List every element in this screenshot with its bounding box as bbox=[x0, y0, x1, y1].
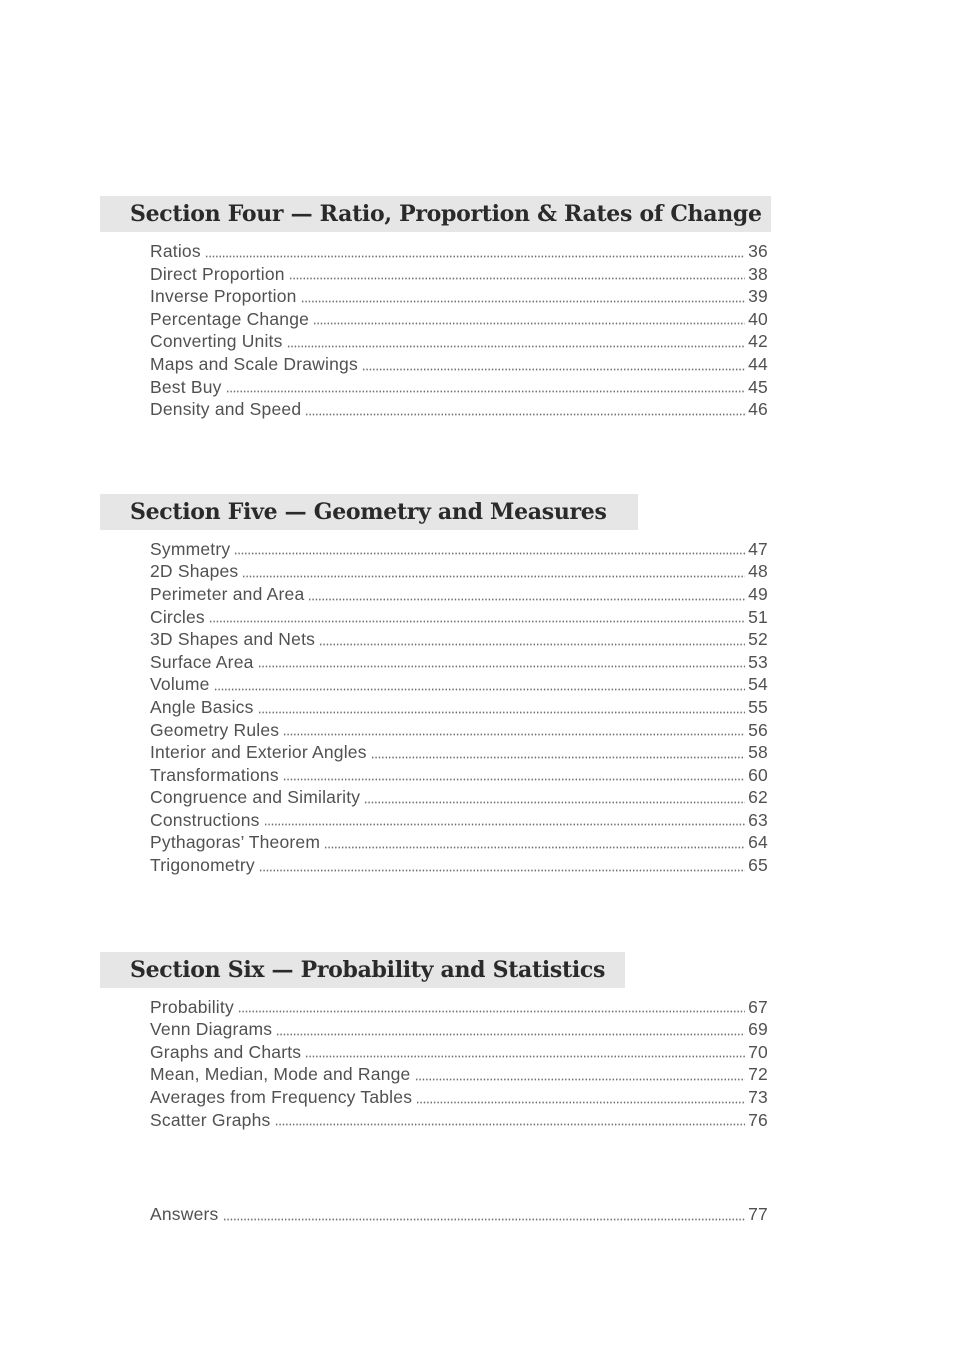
section-header-bar bbox=[100, 196, 771, 232]
toc-entry-row bbox=[150, 263, 768, 286]
section-rows bbox=[150, 240, 768, 421]
entry-page: 55 bbox=[748, 696, 768, 717]
entry-label: Mean, Median, Mode and Range bbox=[150, 1064, 411, 1085]
toc-entry-row bbox=[150, 1063, 768, 1086]
section-title: Section Four — Ratio, Proportion & Rates of Change bbox=[130, 201, 762, 227]
toc-section bbox=[100, 196, 961, 421]
answers-row-container bbox=[150, 1203, 768, 1226]
entry-label: Surface Area bbox=[150, 651, 254, 672]
dotted-leader bbox=[214, 688, 746, 691]
entry-label: Congruence and Similarity bbox=[150, 787, 361, 808]
section-rows bbox=[150, 996, 768, 1132]
entry-page: 51 bbox=[748, 606, 768, 627]
toc-entry-row bbox=[150, 606, 768, 629]
toc-entry-row bbox=[150, 353, 768, 376]
entry-page: 46 bbox=[748, 399, 768, 420]
toc-entry-row bbox=[150, 1018, 768, 1041]
entry-label: Constructions bbox=[150, 809, 260, 830]
dotted-leader bbox=[283, 778, 745, 781]
entry-page: 44 bbox=[748, 353, 768, 374]
entry-page: 49 bbox=[748, 583, 768, 604]
toc-entry-row bbox=[150, 628, 768, 651]
toc-entry-row bbox=[150, 308, 768, 331]
entry-label: Trigonometry bbox=[150, 855, 255, 876]
entry-page: 38 bbox=[748, 263, 768, 284]
entry-label: Inverse Proportion bbox=[150, 286, 297, 307]
section-rows bbox=[150, 538, 768, 877]
entry-label: Scatter Graphs bbox=[150, 1109, 271, 1130]
dotted-leader bbox=[258, 711, 746, 714]
entry-page: 65 bbox=[748, 855, 768, 876]
entry-label: Geometry Rules bbox=[150, 719, 280, 740]
entry-page: 62 bbox=[748, 787, 768, 808]
dotted-leader bbox=[258, 665, 746, 668]
entry-page: 63 bbox=[748, 809, 768, 830]
entry-label: Density and Speed bbox=[150, 399, 302, 420]
entry-label: Angle Basics bbox=[150, 696, 254, 717]
entry-page: 54 bbox=[748, 674, 768, 695]
toc-entry-row bbox=[150, 831, 768, 854]
toc-entry-row bbox=[150, 583, 768, 606]
entry-page: 56 bbox=[748, 719, 768, 740]
toc-entry-row bbox=[150, 1041, 768, 1064]
section-title: Section Six — Probability and Statistics bbox=[130, 956, 606, 983]
dotted-leader bbox=[287, 345, 746, 348]
toc-entry-row bbox=[150, 398, 768, 421]
dotted-leader bbox=[209, 620, 745, 623]
entry-label: 3D Shapes and Nets bbox=[150, 629, 316, 650]
entry-page: 42 bbox=[748, 331, 768, 352]
toc-entry-row bbox=[150, 560, 768, 583]
entry-page: 47 bbox=[748, 538, 768, 559]
entry-page: 60 bbox=[748, 764, 768, 785]
dotted-leader bbox=[205, 255, 745, 258]
entry-label: Pythagoras’ Theorem bbox=[150, 832, 321, 853]
toc-entry-row bbox=[150, 376, 768, 399]
dotted-leader bbox=[283, 733, 745, 736]
dotted-leader bbox=[234, 552, 745, 555]
toc-section bbox=[100, 952, 961, 1132]
toc-entry-row bbox=[150, 741, 768, 764]
toc-entry-row bbox=[150, 996, 768, 1019]
entry-page: 72 bbox=[748, 1064, 768, 1085]
entry-page: 58 bbox=[748, 742, 768, 763]
entry-label: Averages from Frequency Tables bbox=[150, 1087, 413, 1108]
entry-label: Graphs and Charts bbox=[150, 1041, 302, 1062]
entry-label: Direct Proportion bbox=[150, 263, 285, 284]
dotted-leader bbox=[238, 1010, 745, 1013]
entry-page: 53 bbox=[748, 651, 768, 672]
entry-label: Volume bbox=[150, 674, 210, 695]
dotted-leader bbox=[276, 1033, 745, 1036]
toc-entry-row bbox=[150, 1086, 768, 1109]
entry-page: 77 bbox=[748, 1204, 768, 1225]
dotted-leader bbox=[364, 801, 745, 804]
toc-entry-row bbox=[150, 285, 768, 308]
section-header-bar bbox=[100, 952, 625, 988]
toc-entry-row bbox=[150, 673, 768, 696]
dotted-leader bbox=[259, 869, 745, 872]
entry-label: Symmetry bbox=[150, 538, 231, 559]
entry-label: Probability bbox=[150, 996, 234, 1017]
dotted-leader bbox=[305, 1055, 745, 1058]
answers-row bbox=[150, 1203, 768, 1226]
entry-label: Circles bbox=[150, 606, 205, 627]
toc-entry-row bbox=[150, 240, 768, 263]
dotted-leader bbox=[289, 277, 745, 280]
toc-entry-row bbox=[150, 1109, 768, 1132]
toc-entry-row bbox=[150, 809, 768, 832]
entry-page: 36 bbox=[748, 241, 768, 261]
entry-page: 45 bbox=[748, 376, 768, 397]
dotted-leader bbox=[313, 322, 745, 325]
toc-entry-row bbox=[150, 651, 768, 674]
entry-page: 70 bbox=[748, 1041, 768, 1062]
dotted-leader bbox=[305, 413, 745, 416]
dotted-leader bbox=[371, 756, 745, 759]
entry-page: 40 bbox=[748, 308, 768, 329]
entry-page: 76 bbox=[748, 1109, 768, 1130]
entry-label: Interior and Exterior Angles bbox=[150, 742, 367, 763]
entry-page: 73 bbox=[748, 1087, 768, 1108]
toc-entry-row bbox=[150, 330, 768, 353]
entry-label: 2D Shapes bbox=[150, 561, 239, 582]
entry-label: Transformations bbox=[150, 764, 279, 785]
toc-entry-row bbox=[150, 764, 768, 787]
entry-label: Venn Diagrams bbox=[150, 1019, 273, 1040]
entry-label: Perimeter and Area bbox=[150, 583, 305, 604]
entry-label: Answers bbox=[150, 1204, 219, 1225]
toc-sections bbox=[0, 196, 961, 1131]
dotted-leader bbox=[264, 823, 746, 826]
entry-label: Maps and Scale Drawings bbox=[150, 353, 358, 374]
section-title: Section Five — Geometry and Measures bbox=[130, 498, 607, 525]
dotted-leader bbox=[275, 1123, 746, 1126]
dotted-leader bbox=[308, 598, 745, 601]
dotted-leader bbox=[242, 575, 745, 578]
dotted-leader bbox=[415, 1078, 746, 1081]
dotted-leader bbox=[319, 643, 745, 646]
dotted-leader bbox=[226, 390, 745, 393]
toc-entry-row bbox=[150, 696, 768, 719]
dotted-leader bbox=[416, 1101, 745, 1104]
toc-entry-row bbox=[150, 538, 768, 561]
entry-page: 64 bbox=[748, 832, 768, 853]
dotted-leader bbox=[223, 1218, 746, 1221]
entry-page: 52 bbox=[748, 629, 768, 650]
toc-entry-row bbox=[150, 719, 768, 742]
entry-label: Percentage Change bbox=[150, 308, 310, 329]
dotted-leader bbox=[324, 846, 745, 849]
dotted-leader bbox=[362, 368, 745, 371]
entry-label: Ratios bbox=[150, 241, 201, 261]
entry-label: Converting Units bbox=[150, 331, 283, 352]
dotted-leader bbox=[301, 300, 746, 303]
section-header-bar bbox=[100, 494, 638, 530]
entry-page: 67 bbox=[748, 996, 768, 1017]
toc-section bbox=[100, 494, 961, 877]
toc-entry-row bbox=[150, 854, 768, 877]
entry-page: 48 bbox=[748, 561, 768, 582]
entry-page: 69 bbox=[748, 1019, 768, 1040]
entry-label: Best Buy bbox=[150, 376, 222, 397]
entry-page: 39 bbox=[748, 286, 768, 307]
toc-entry-row bbox=[150, 786, 768, 809]
